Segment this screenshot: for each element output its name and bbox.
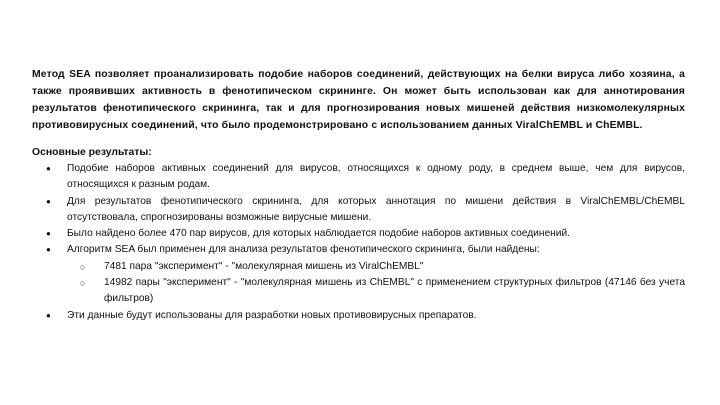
list-item [32,161,685,194]
sub-list-item-text: 7481 пара "эксперимент" - "молекулярная мишень из ViralChEMBL" [104,260,424,272]
list-item-text: Подобие наборов активных соединений для вирусов, относящихся к одному роду, в среднем выше, чем для вирусов, относящихся к разным родам. [67,163,685,191]
hollow-bullet-icon: ○ [80,278,86,289]
list-item-text: Алгоритм SEA был применен для анализа результатов фенотипического скрининга, были найдены: [67,244,540,256]
list-item-text: Для результатов фенотипического скрининга, для которых аннотация по мишени действия в ViralChEMBL/ChEMBL отсутствовала, спрогнозированы возможные вирусные мишени. [67,195,685,223]
results-list [32,161,685,324]
list-item [32,242,685,307]
bullet-icon: ● [46,229,51,239]
bullet-icon: ● [46,196,51,206]
slide-content [32,66,685,324]
list-item [32,226,685,242]
list-item-text: Эти данные будут использованы для разработки новых противовирусных препаратов. [67,309,477,321]
sub-list-item [67,259,685,275]
bullet-icon: ● [46,164,51,173]
sub-results-list [67,259,685,308]
hollow-bullet-icon: ○ [80,261,86,272]
list-item [32,194,685,227]
sub-list-item-text: 14982 пары "эксперимент" - "молекулярная мишень из ChEMBL" с применением структурных фильтров (47146 без учета фильтров) [104,277,685,305]
bullet-icon: ● [46,245,51,255]
intro-paragraph: Метод SEA позволяет проанализировать подобие наборов соединений, действующих на белки вируса либо хозяина, а также проявивших активность в фенотипическом скрининге. Он может быть использован как для аннотирования результатов фенотипического скрининга, так и для прогнозирования новых мишеней действия низкомолекулярных противовирусных соединений, что было продемонстрировано с использованием данных ViralChEMBL и ChEMBL. [32,69,685,131]
bullet-icon: ● [46,310,51,320]
sub-list-item [67,275,685,308]
list-item-text: Было найдено более 470 пар вирусов, для которых наблюдается подобие наборов активных соединений. [67,228,571,240]
list-item [32,308,685,324]
results-heading: Основные результаты: [32,147,152,158]
